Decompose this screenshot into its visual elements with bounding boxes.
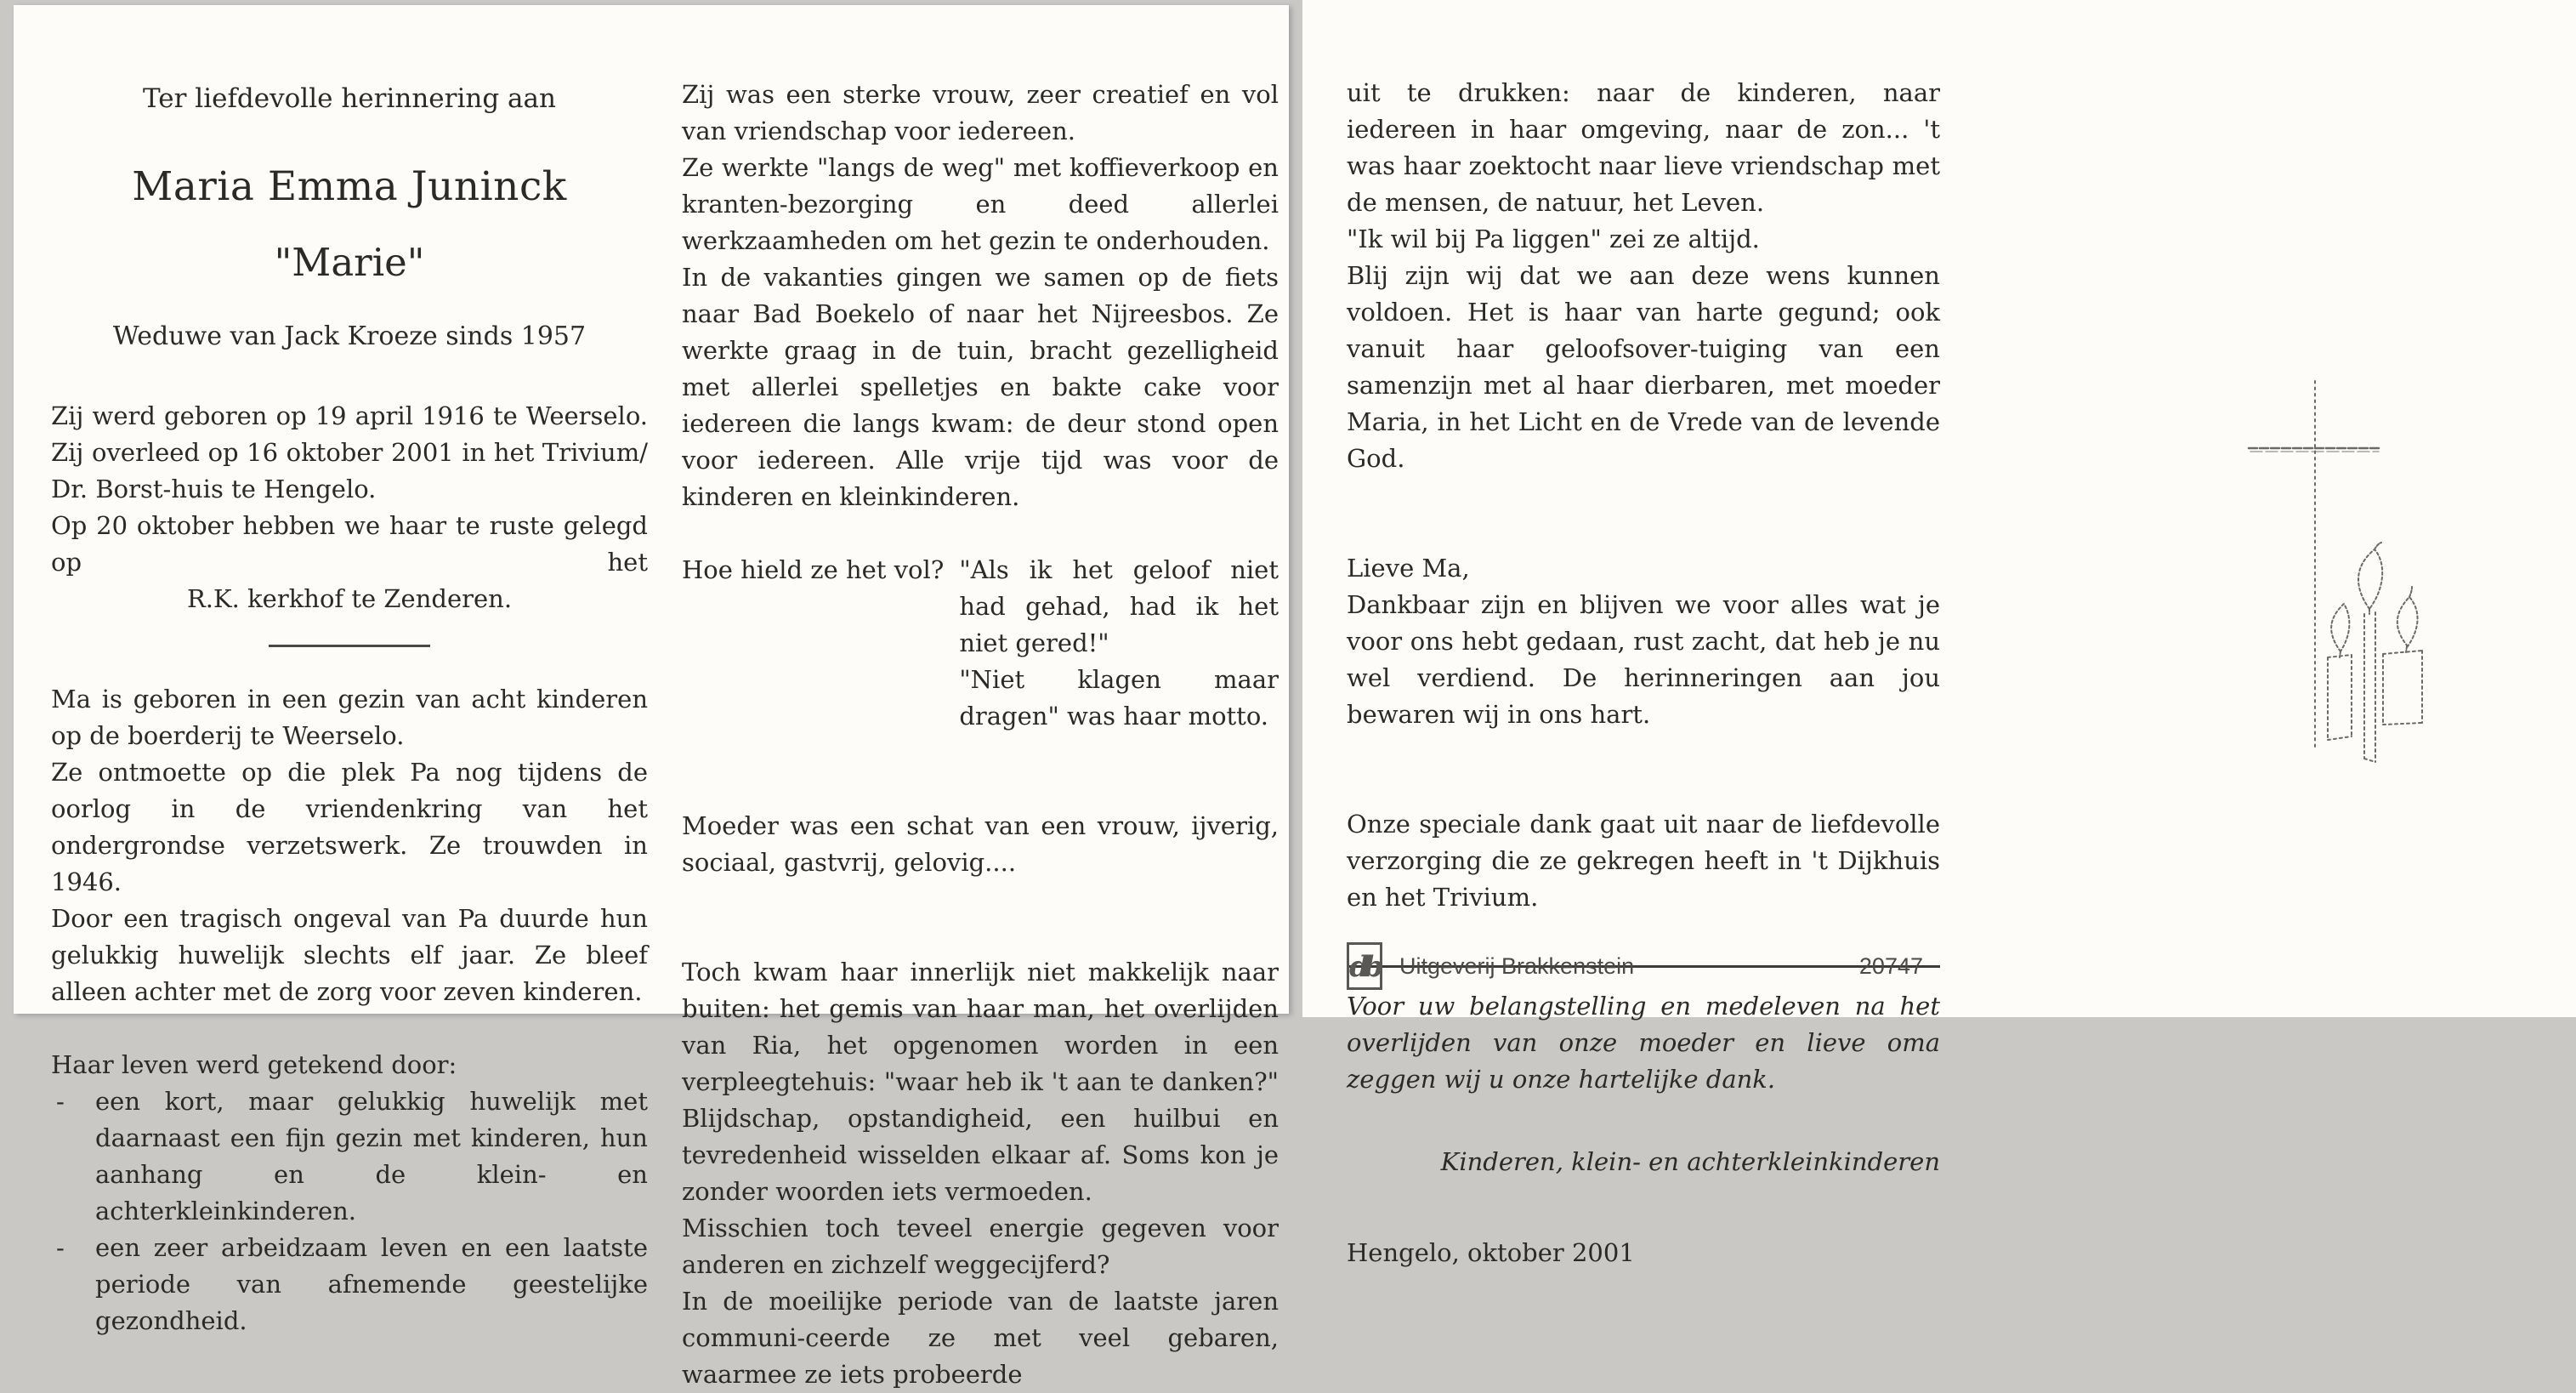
left-candle-body: [2328, 655, 2352, 740]
paragraph-born-died: Zij werd geboren op 19 april 1916 te Weerselo. Zij overleed op 16 oktober 2001 in het Trivium/ Dr. Borst-huis te Hengelo.: [51, 401, 648, 503]
paragraph-life-marked: Haar leven werd getekend door:: [51, 1050, 457, 1079]
column-1: [51, 71, 648, 1339]
memorial-intro-line: Ter liefdevolle herinnering aan: [143, 83, 556, 114]
place-and-date: Hengelo, oktober 2001: [1347, 1238, 1635, 1267]
publisher-row: [1347, 942, 1942, 990]
paragraph-family: Ma is geboren in een gezin van acht kinderen op de boerderij te Weerselo.: [51, 685, 648, 750]
right-candle-body: [2383, 651, 2422, 725]
paragraph-burial: Op 20 oktober hebben we haar te ruste gelegd op het: [51, 511, 648, 577]
left-candle-wick: [2340, 651, 2341, 657]
paragraph-special-thanks: Onze speciale dank gaat uit naar de liefdevolle verzorging die ze gekregen heeft in 't Dijkhuis en het Trivium.: [1347, 810, 1940, 912]
right-candle-flame-tip: [2409, 587, 2412, 597]
paragraph-communication: In de moeilijke periode van de laatste jaren communi-ceerde ze met veel gebaren, waarmee ze iets probeerde: [682, 1287, 1279, 1389]
paragraph-inner-life: Toch kwam haar innerlijk niet makkelijk naar buiten: het gemis van haar man, het overlijden van Ria, het opgenomen worden in een verpleegtehuis: "waar heb ik 't aan te danken?" Blijdschap, opstandigheid, een huilbui en tevredenheid wisselden elkaar af. Soms kon je zonder woorden iets vermoeden.: [682, 958, 1279, 1206]
middle-candle-flame-tip: [2375, 543, 2381, 549]
paragraph-pa-wish: "Ik wil bij Pa liggen" zei ze altijd.: [1347, 225, 1760, 253]
quote-lines: [959, 552, 1279, 735]
bullet-dash: -: [56, 1087, 65, 1116]
quote-faith: "Als ik het geloof niet had gehad, had ik het niet gered!": [959, 555, 1279, 657]
card-right-page: [1302, 0, 2576, 1267]
list-item: [51, 1083, 648, 1230]
paragraph-fulfilled-wish: Blij zijn wij dat we aan deze wens kunnen voldoen. Het is haar van harte gegund; ook vanuit haar geloofsover-tuiging van een samenzijn met al haar dierbaren, met moeder Maria, in het Licht en de Vrede van de levende God.: [1347, 261, 1940, 473]
column-3: [1347, 75, 1940, 1271]
signature-children: Kinderen, klein- en achterkleinkinderen: [1440, 1147, 1940, 1176]
quote-block: [682, 552, 1279, 735]
publisher-name: Uitgeverij Brakkenstein: [1399, 952, 1635, 979]
column-2: [682, 77, 1279, 1393]
paragraph-accident: Door een tragisch ongeval van Pa duurde hun gelukkig huwelijk slechts elf jaar. Ze bleef alleen achter met de zorg voor zeven kinderen.: [51, 904, 648, 1006]
paragraph-treasure: Moeder was een schat van een vrouw, ijverig, sociaal, gastvrij, gelovig....: [682, 811, 1279, 877]
paragraph-holidays: In de vakanties gingen we samen op de fiets naar Bad Boekelo of naar het Nijreesbos. Ze werkte graag in de tuin, bracht gezelligheid met allerlei spelletjes en bakte cake voor iedereen die langs kwam: de deur stond open voor iedereen. Alle vrije tijd was voor de kinderen en kleinkinderen.: [682, 263, 1279, 511]
bullet-text-working-life: een zeer arbeidzaam leven en een laatste periode van afnemende geestelijke gezondheid.: [95, 1233, 648, 1335]
print-number: 20747: [1858, 952, 1923, 979]
bullet-text-marriage: een kort, maar gelukkig huwelijk met daarnaast een fijn gezin met kinderen, hun aanhang en de klein- en achterkleinkinderen.: [95, 1087, 648, 1225]
cross-and-candles-drawing: [2227, 340, 2508, 850]
paragraph-work: Ze werkte "langs de weg" met koffieverkoop en kranten-bezorging en deed allerlei werkzaamheden om het gezin te onderhouden.: [682, 153, 1279, 255]
middle-candle-body: [2364, 612, 2375, 762]
card-left-page: [14, 5, 1289, 1389]
paragraph-strong-woman: Zij was een sterke vrouw, zeer creatief en vol van vriendschap voor iedereen.: [682, 80, 1279, 145]
section-divider: [269, 645, 430, 647]
paragraph-burial-place: R.K. kerkhof te Zenderen.: [186, 584, 513, 613]
right-candle-wick: [2406, 646, 2407, 652]
list-item: [51, 1230, 648, 1339]
right-candle-flame: [2397, 597, 2418, 646]
paragraph-energy: Misschien toch teveel energie gegeven voor anderen en zichzelf weggecijferd?: [682, 1214, 1279, 1279]
deceased-name: Maria Emma Juninck: [132, 163, 567, 210]
left-candle-flame: [2331, 604, 2349, 651]
paragraph-condolence-thanks: Voor uw belangstelling en medeleven na het overlijden van onze moeder en lieve oma zeggen wij u onze hartelijke dank.: [1347, 992, 1940, 1094]
paragraph-gratitude: Dankbaar zijn en blijven we voor alles wat je voor ons hebt gedaan, rust zacht, dat heb je nu wel verdiend. De herinneringen aan jou bewaren wij in ons hart.: [1347, 590, 1940, 729]
publisher-logo: db: [1347, 942, 1382, 990]
deceased-nickname: "Marie": [274, 240, 425, 285]
quote-motto: "Niet klagen maar dragen" was haar motto.: [959, 665, 1279, 731]
paragraph-dear-ma: Lieve Ma,: [1347, 554, 1470, 583]
widow-subtitle: Weduwe van Jack Kroeze sinds 1957: [112, 321, 587, 351]
bullet-dash: -: [56, 1233, 65, 1262]
quote-question: Hoe hield ze het vol?: [682, 555, 945, 584]
paragraph-met-pa: Ze ontmoette op die plek Pa nog tijdens de oorlog in de vriendenkring van het ondergrondse verzetswerk. Ze trouwden in 1946.: [51, 758, 648, 896]
paragraph-expression: uit te drukken: naar de kinderen, naar iedereen in haar omgeving, naar de zon... 't was haar zoektocht naar lieve vriendschap met de mensen, de natuur, het Leven.: [1347, 78, 1940, 217]
middle-candle-flame: [2358, 549, 2382, 609]
